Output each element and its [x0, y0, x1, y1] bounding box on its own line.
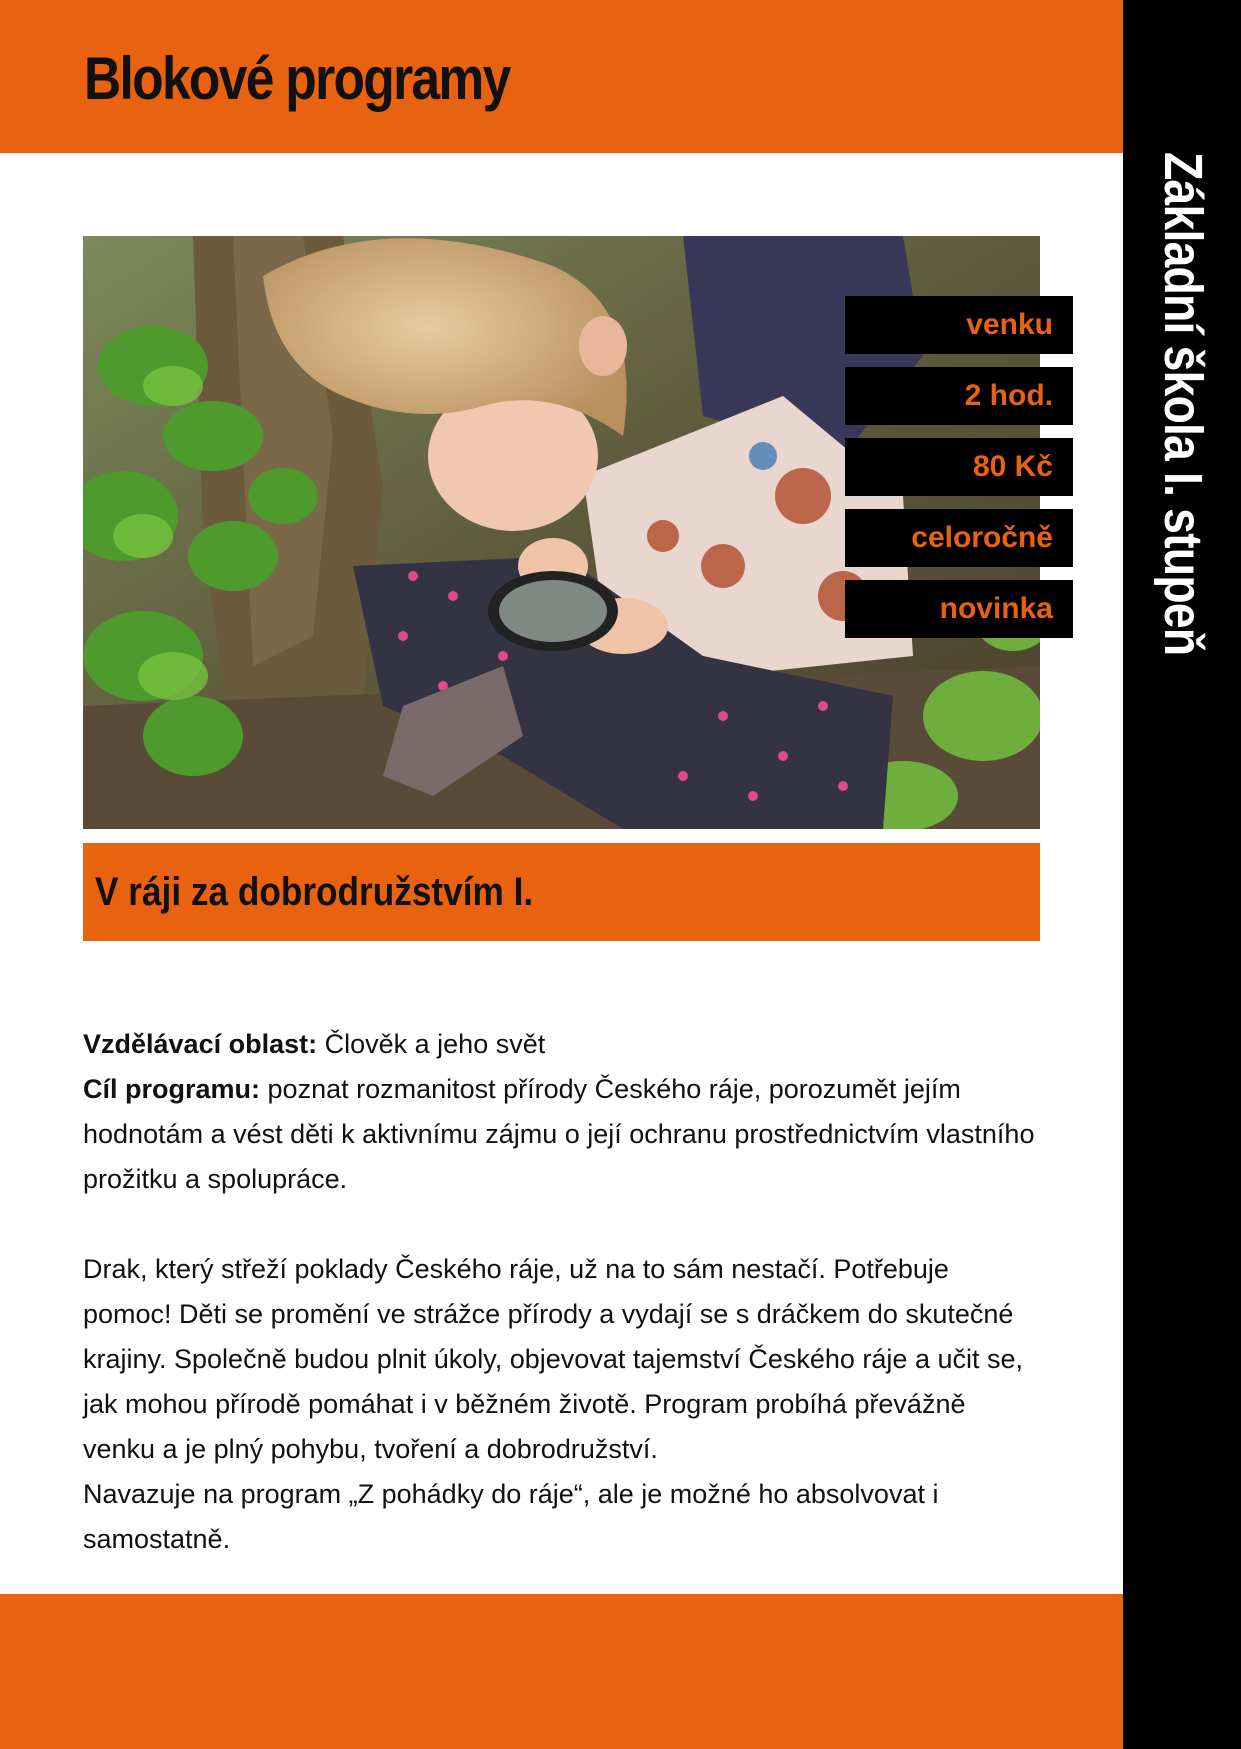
program-title: V ráji za dobrodružstvím I.: [95, 870, 534, 914]
program-goal: [83, 1067, 1040, 1202]
footer-bar: [0, 1594, 1123, 1749]
tag-price: 80 Kč: [845, 438, 1073, 496]
tag-season: celoročně: [845, 509, 1073, 567]
description-paragraph: Drak, který střeží poklady Českého ráje, už na to sám nestačí. Potřebuje pomoc! Děti se promění ve strážce přírody a vydají se s dráčkem do skutečné krajiny. Společně budou plnit úkoly, objevovat tajemství Českého ráje a učit se, jak mohou přírodě pomáhat i v běžném životě. Program probíhá převážně venku a je plný pohybu, tvoření a dobrodružství.: [83, 1254, 1024, 1464]
program-description: [83, 1022, 1040, 1562]
education-area-value: Člověk a jeho svět: [324, 1029, 546, 1059]
education-area: [83, 1022, 1040, 1067]
side-title: Základní škola I. stupeň: [1153, 152, 1213, 656]
program-goal-value: poznat rozmanitost přírody Českého ráje, porozumět jejím hodnotám a vést děti k aktivnímu zájmu o její ochranu prostřednictvím vlastního prožitku a spolupráce.: [83, 1074, 1035, 1194]
page-title: Blokové programy: [84, 45, 510, 112]
paragraph-gap: [83, 1202, 1040, 1247]
tag-duration: 2 hod.: [845, 367, 1073, 425]
education-area-label: Vzdělávací oblast:: [83, 1029, 318, 1059]
program-goal-label: Cíl programu:: [83, 1074, 261, 1104]
description-note: Navazuje na program „Z pohádky do ráje“, ale je možné ho absolvovat i samostatně.: [83, 1479, 939, 1554]
tag-location: venku: [845, 296, 1073, 354]
tag-new: novinka: [845, 580, 1073, 638]
